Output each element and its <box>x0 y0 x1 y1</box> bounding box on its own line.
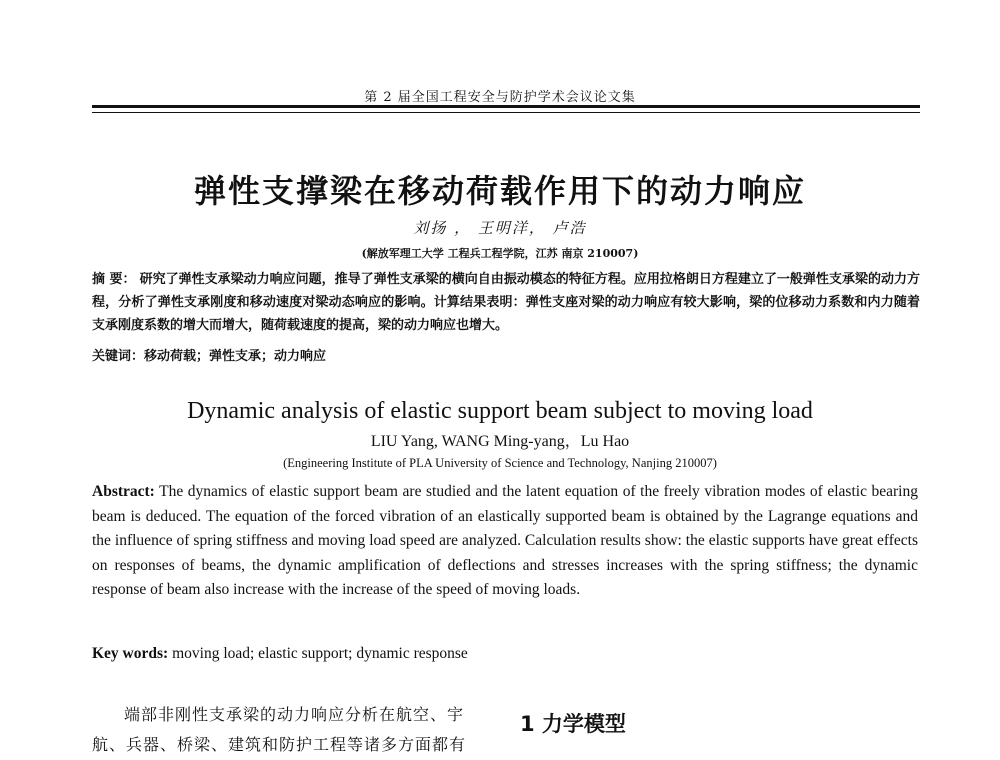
abstract-en-text: The dynamics of elastic support beam are studied and the latent equation of the freely vibration modes of elastic bearing beam is deduced. The equation of the forced vibration of an elastically supported beam is obtained by the Lagrange equations and the influence of spring stiffness and moving load speed are analyzed. Calculation results show: the elastic supports have great effects on responses of beams, the dynamic amplification of deflections and stresses increases with the spring stiffness; the dynamic response of beam also increase with the increase of the speed of moving loads. <box>92 483 918 598</box>
running-header: 第 2 届全国工程安全与防护学术会议论文集 <box>364 90 636 105</box>
abstract-cn-text: 研究了弹性支承梁动力响应问题，推导了弹性支承梁的横向自由振动模态的特征方程。应用拉格朗日方程建立了一般弹性支承梁的动力方程，分析了弹性支承刚度和移动速度对梁动态响应的影响。计算结果表明：弹性支座对梁的动力响应有较大影响，梁的位移动力系数和内力随着支承刚度系数的增大而增大，随荷载速度的提高，梁的动力响应也增大。 <box>92 272 920 333</box>
abstract-en <box>92 480 918 603</box>
keywords-cn <box>92 345 920 364</box>
keywords-en-text: moving load; elastic support; dynamic response <box>172 645 468 662</box>
affiliation-cn: (解放军理工大学 工程兵工程学院，江苏 南京 210007) <box>361 247 639 260</box>
intro-paragraph: 端部非刚性支承梁的动力响应分析在航空、宇航、兵器、桥梁、建筑和防护工程等诸多方面都有 <box>92 705 467 754</box>
paper-title-cn: 弹性支撑梁在移动荷载作用下的动力响应 <box>193 172 806 210</box>
affiliation-en: (Engineering Institute of PLA University of Science and Technology, Nanjing 210007) <box>283 456 717 470</box>
keywords-cn-label: 关键词： <box>92 349 145 364</box>
header-rule-thick <box>92 105 920 108</box>
abstract-en-label: Abstract: <box>92 483 155 500</box>
authors-cn: 刘扬 ， 王明洋， 卢浩 <box>413 219 587 237</box>
section-heading: 1 力学模型 <box>520 712 626 736</box>
keywords-en <box>92 645 920 663</box>
paper-title-en: Dynamic analysis of elastic support beam subject to moving load <box>187 398 813 424</box>
abstract-cn <box>92 268 920 337</box>
keywords-cn-text: 移动荷载；弹性支承；动力响应 <box>144 349 327 364</box>
header-rule-thin <box>92 112 920 113</box>
authors-en: LIU Yang, WANG Ming-yang，Lu Hao <box>370 433 630 450</box>
keywords-en-label: Key words: <box>92 645 169 662</box>
abstract-cn-label: 摘 要： <box>92 272 136 287</box>
